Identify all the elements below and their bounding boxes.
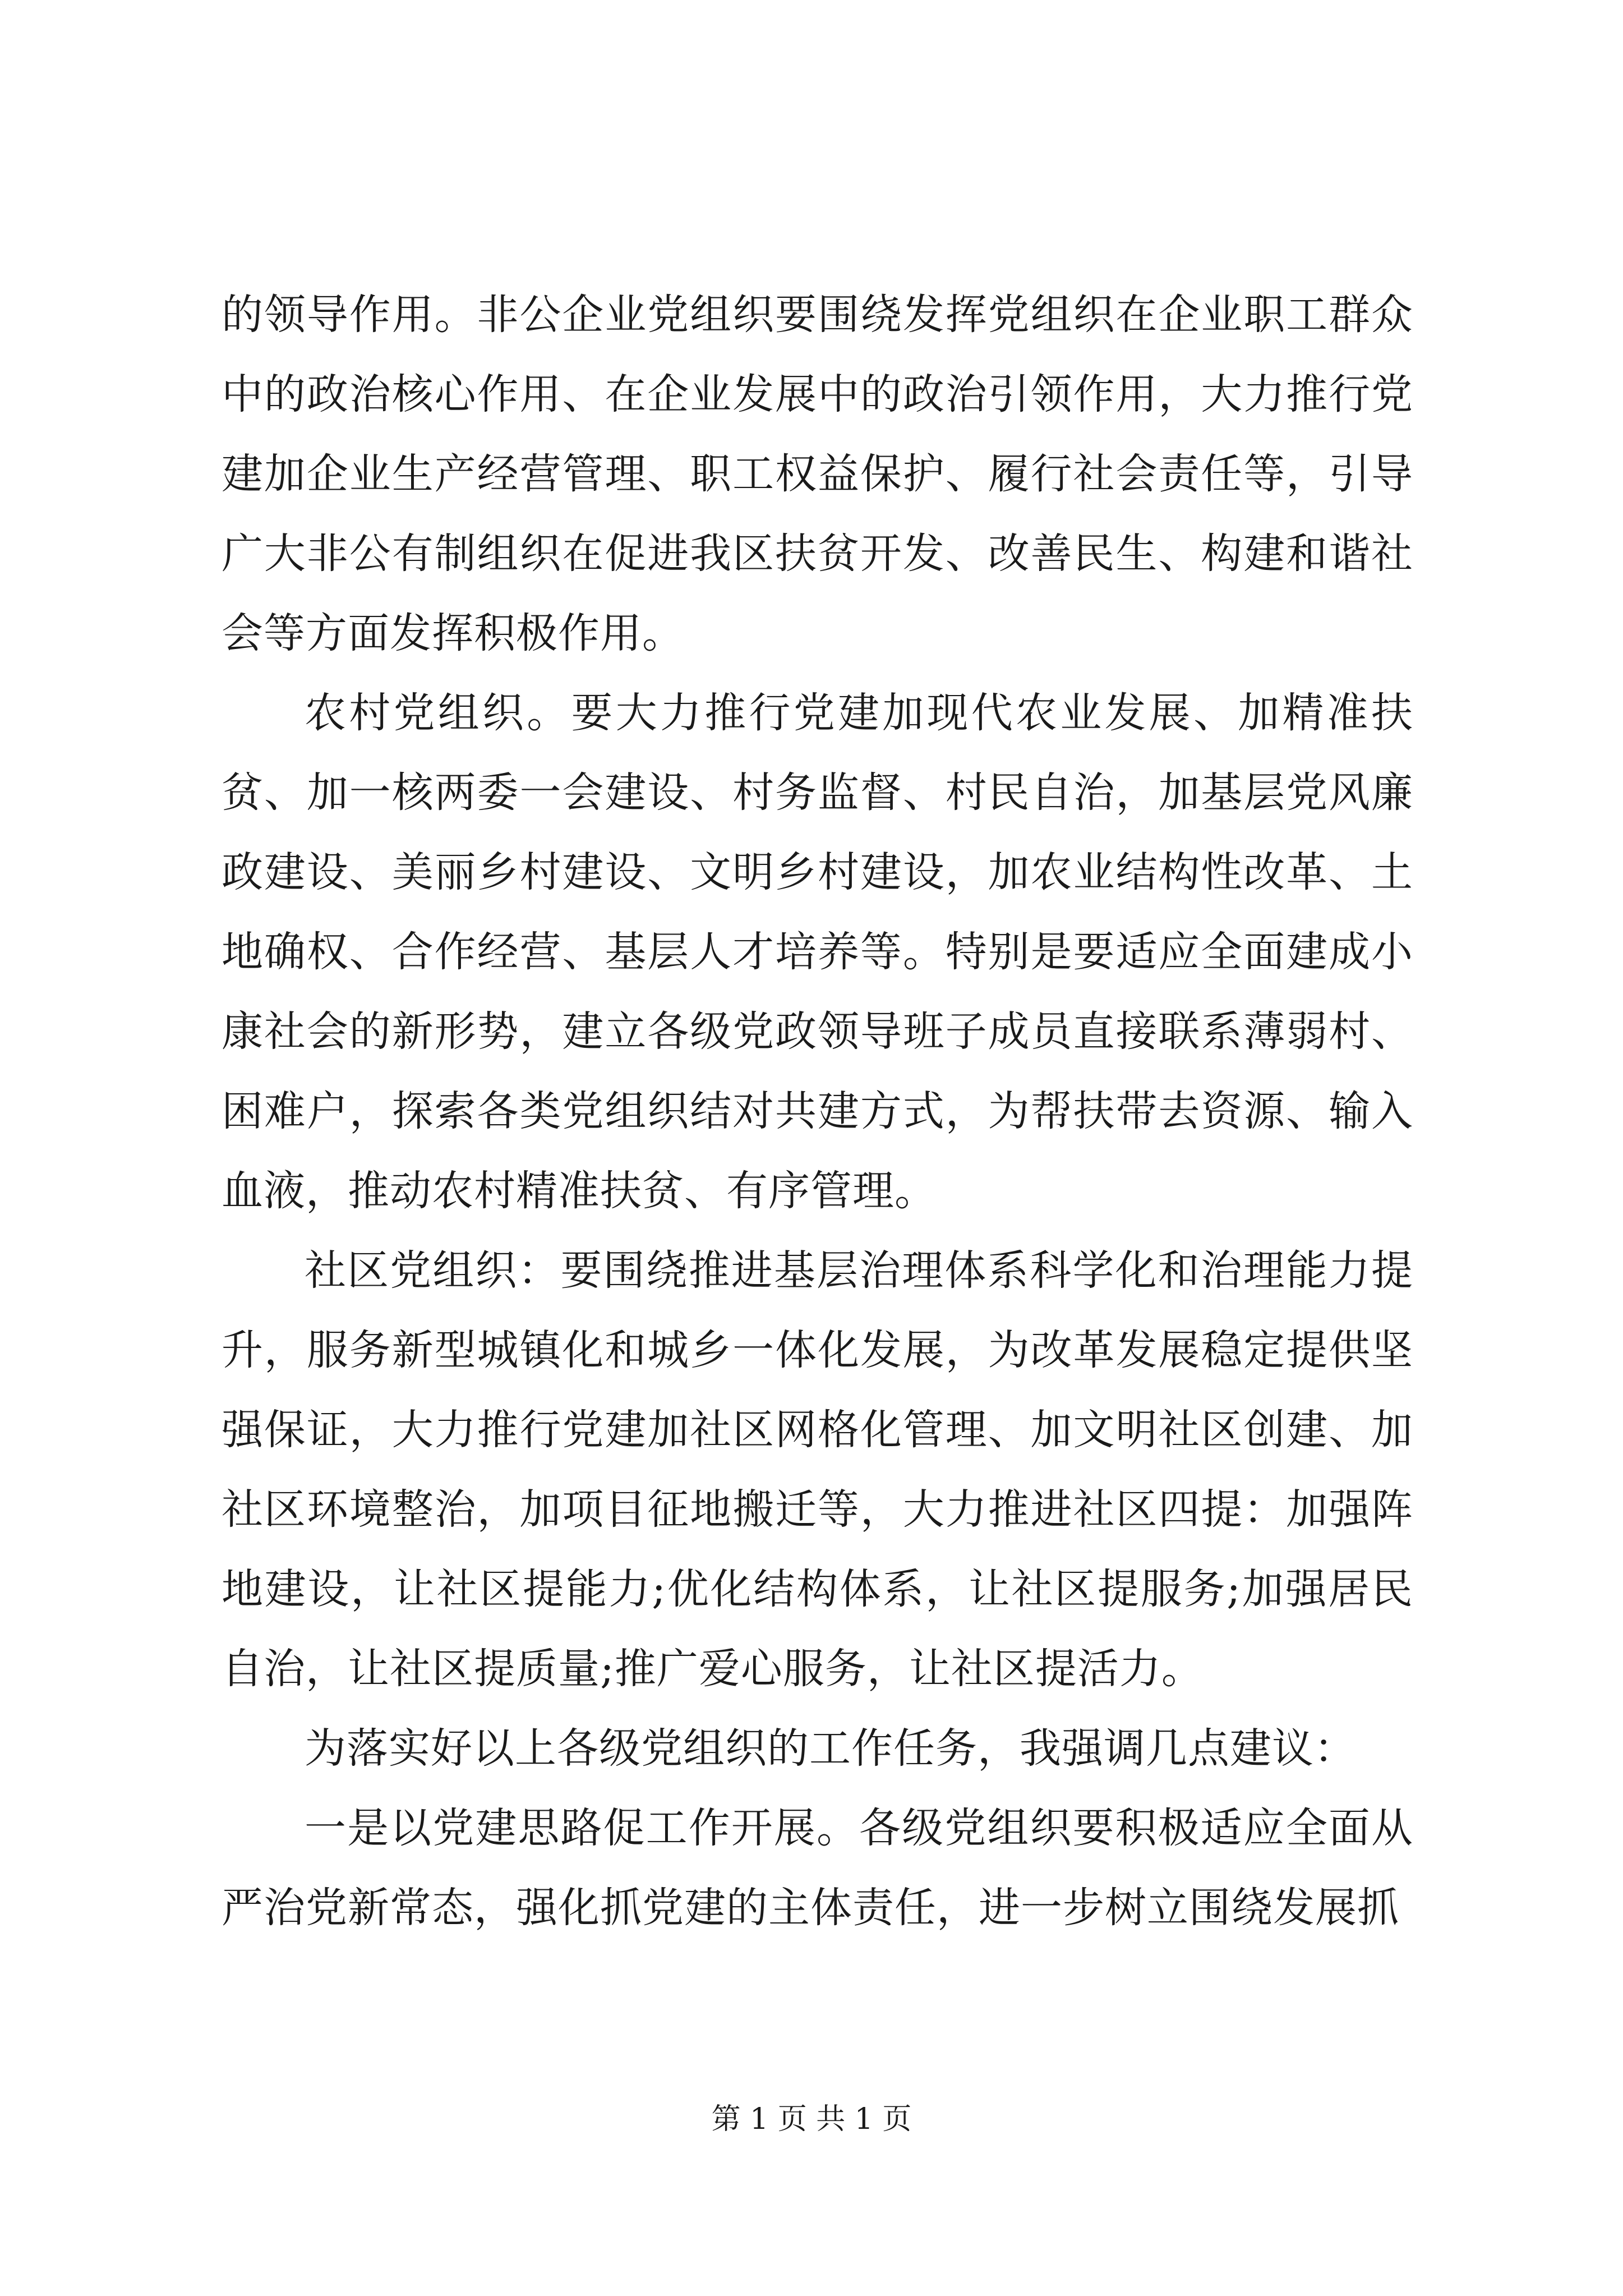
- document-body: [222, 275, 1413, 1948]
- paragraph-1: 的领导作用。非公企业党组织要围绕发挥党组织在企业职工群众中的政治核心作用、在企业发展中的政治引领作用，大力推行党建加企业生产经营管理、职工权益保护、履行社会责任等，引导广大非公有制组织在促进我区扶贫开发、改善民生、构建和谐社会等方面发挥积极作用。: [222, 291, 1413, 657]
- paragraph-5: 一是以党建思路促工作开展。各级党组织要积极适应全面从严治党新常态，强化抓党建的主体责任，进一步树立围绕发展抓: [222, 1804, 1413, 1932]
- paragraph-2: 农村党组织。要大力推行党建加现代农业发展、加精准扶贫、加一核两委一会建设、村务监督、村民自治，加基层党风廉政建设、美丽乡村建设、文明乡村建设，加农业结构性改革、土地确权、合作经营、基层人才培养等。特别是要适应全面建成小康社会的新形势，建立各级党政领导班子成员直接联系薄弱村、困难户，探索各类党组织结对共建方式，为帮扶带去资源、输入血液，推动农村精准扶贫、有序管理。: [222, 689, 1413, 1215]
- paragraph-3: 社区党组织：要围绕推进基层治理体系科学化和治理能力提升，服务新型城镇化和城乡一体化发展，为改革发展稳定提供坚强保证，大力推行党建加社区网格化管理、加文明社区创建、加社区环境整治，加项目征地搬迁等，大力推进社区四提：加强阵地建设，让社区提能力;优化结构体系，让社区提服务;加强居民自治，让社区提质量;推广爱心服务，让社区提活力。: [222, 1246, 1413, 1693]
- paragraph-4: 为落实好以上各级党组织的工作任务，我强调几点建议：: [305, 1724, 1356, 1773]
- page-footer: 第 1 页 共 1 页: [711, 2102, 912, 2136]
